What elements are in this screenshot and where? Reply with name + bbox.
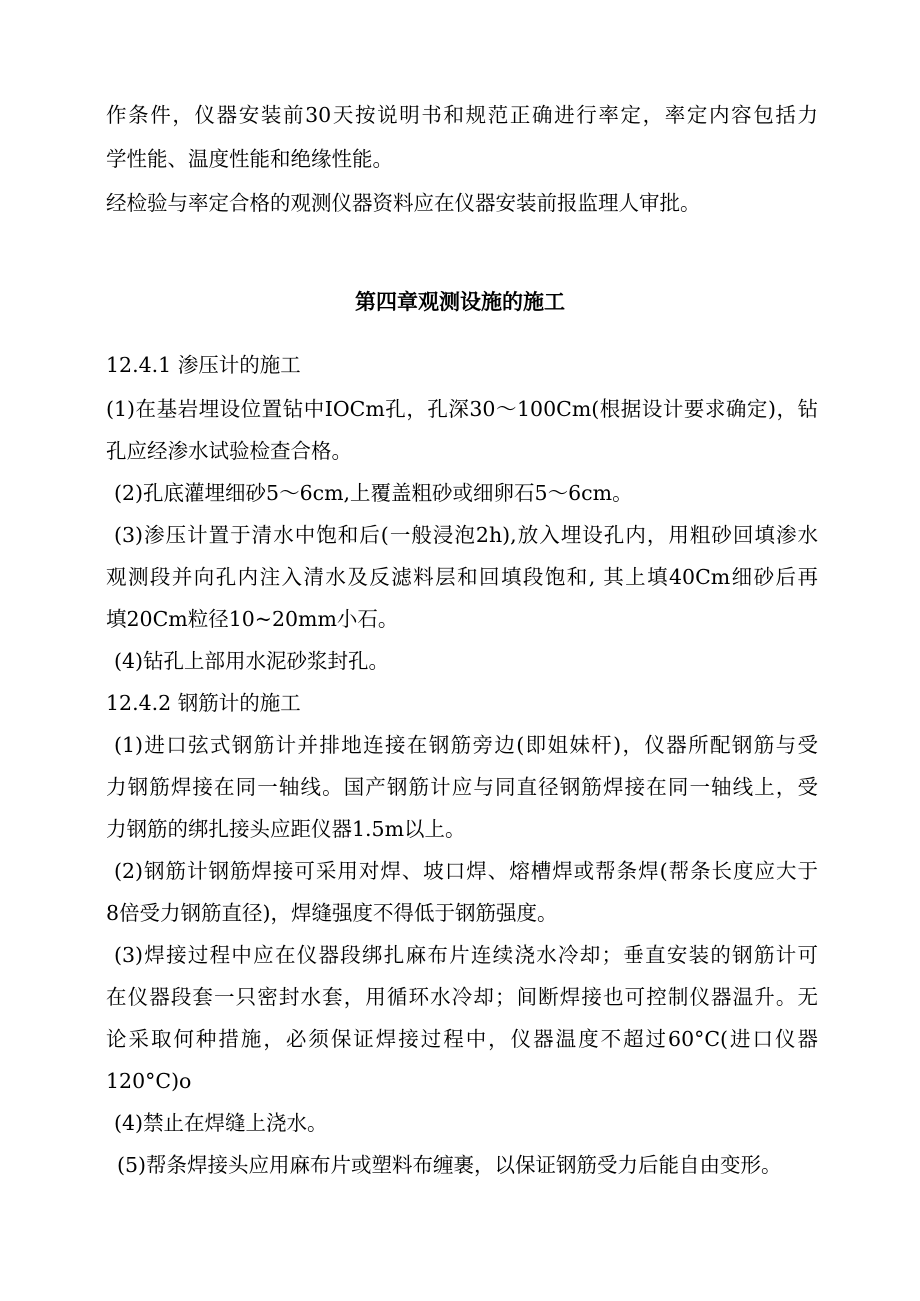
paragraph-line: 力钢筋焊接在同一轴线。国产钢筋计应与同直径钢筋焊接在同一轴线上，受 [106, 775, 818, 799]
paragraph-line: (5)帮条焊接头应用麻布片或塑料布缠裹，以保证钢筋受力后能自由变形。 [117, 1153, 782, 1177]
chapter-heading: 第四章观测设施的施工 [355, 290, 565, 314]
paragraph-line: (4)钻孔上部用水泥砂浆封孔。 [114, 649, 390, 673]
paragraph-line: 填20Cm粒径10~20mm小石。 [106, 607, 399, 631]
paragraph-line: 学性能、温度性能和绝缘性能。 [106, 147, 393, 171]
paragraph-line: 作条件，仪器安装前30天按说明书和规范正确进行率定，率定内容包括力 [106, 103, 818, 127]
paragraph-line: 8倍受力钢筋直径)，焊缝强度不得低于钢筋强度。 [106, 901, 558, 925]
section-heading: 12.4.1 渗压计的施工 [106, 353, 301, 377]
paragraph-line: 观测段并向孔内注入清水及反滤料层和回填段饱和, 其上填40Cm细砂后再 [106, 565, 818, 589]
section-heading: 12.4.2 钢筋计的施工 [106, 691, 301, 715]
paragraph-line: 孔应经渗水试验检查合格。 [106, 439, 352, 463]
paragraph-line: (1)在基岩埋设位置钻中IOCm孔，孔深30～100Cm(根据设计要求确定)，钻 [106, 397, 818, 421]
paragraph-line: (1)进口弦式钢筋计并排地连接在钢筋旁边(即姐妹杆)，仪器所配钢筋与受 [114, 733, 818, 757]
paragraph-line: 在仪器段套一只密封水套，用循环水冷却；间断焊接也可控制仪器温升。无 [106, 985, 818, 1009]
paragraph-line: (2)孔底灌埋细砂5～6cm,上覆盖粗砂或细卵石5～6cm。 [114, 481, 633, 505]
paragraph-line: 论采取何种措施，必须保证焊接过程中，仪器温度不超过60°C(进口仪器 [106, 1027, 818, 1051]
paragraph-line: (2)钢筋计钢筋焊接可采用对焊、坡口焊、熔槽焊或帮条焊(帮条长度应大于 [114, 859, 818, 883]
paragraph-line: (3)渗压计置于清水中饱和后(一般浸泡2h),放入埋设孔内，用粗砂回填渗水 [114, 523, 818, 547]
paragraph-line: 120°C)o [106, 1069, 192, 1093]
paragraph-line: (4)禁止在焊缝上浇水。 [114, 1111, 328, 1135]
paragraph-line: 经检验与率定合格的观测仪器资料应在仪器安装前报监理人审批。 [106, 191, 701, 215]
paragraph-line: 力钢筋的绑扎接头应距仪器1.5m以上。 [106, 817, 466, 841]
paragraph-line: (3)焊接过程中应在仪器段绑扎麻布片连续浇水冷却；垂直安装的钢筋计可 [114, 943, 818, 967]
